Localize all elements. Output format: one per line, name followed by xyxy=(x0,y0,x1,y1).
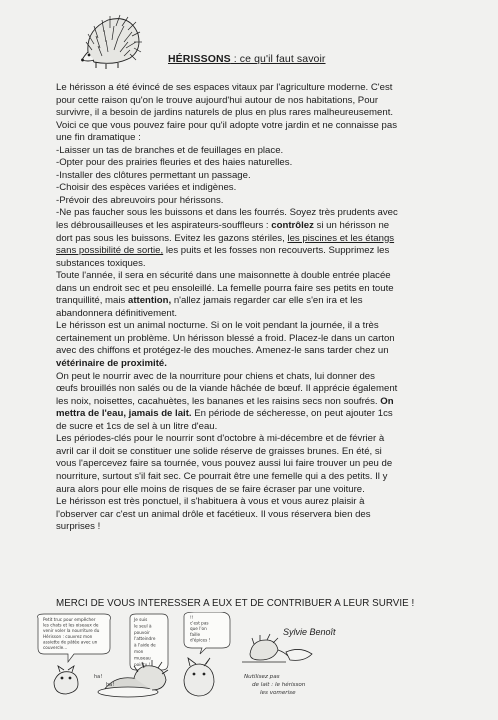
bubble-text-line: pointu ! xyxy=(134,661,151,667)
text-line xyxy=(56,270,451,283)
text-segment: -Installer des clôtures permettant un passage. xyxy=(56,169,251,181)
text-segment: les piscines et les étangs xyxy=(287,232,395,244)
bubble-text-line: venir voler la nourriture du xyxy=(43,628,100,634)
text-line xyxy=(56,521,451,534)
text-segment: sans possibilité de sortie, xyxy=(56,245,164,257)
text-line xyxy=(56,145,451,158)
text-segment: les puits et les fosses non recouverts. Supprimez les xyxy=(163,245,390,257)
text-segment: Les périodes-clés pour le nourrir sont d'octobre à mi-décembre et de février à xyxy=(56,433,385,445)
text-segment: nourriture, surtout s'il fait sec. Ce pourrait être une femelle qui a des petits. Il y xyxy=(56,470,388,482)
text-segment: survivre, il a besoin de jardins naturels de plus en plus rares malheureusement. xyxy=(56,107,394,119)
text-line xyxy=(56,396,451,409)
text-line xyxy=(56,458,451,471)
bubble-text-line: d'épices ! xyxy=(190,637,211,643)
text-segment: On xyxy=(380,395,394,407)
sketch-caption xyxy=(244,674,306,696)
text-segment: En période de sécheresse, on peut ajouter 1cs xyxy=(191,408,393,420)
text-segment: On peut le nourrir avec de la nourriture pour chiens et chats, lui donner des xyxy=(56,370,375,382)
caption-line: les vomerise xyxy=(260,690,296,696)
bubble-text-line: pouvoir xyxy=(134,629,150,635)
text-line xyxy=(56,157,451,170)
bubble-text-line: assiette de pâtée avec un xyxy=(43,639,98,645)
text-segment: contrôlez xyxy=(271,220,314,232)
text-segment: surprises ! xyxy=(56,521,101,533)
text-line xyxy=(56,308,451,321)
text-segment: Le hérisson est un animal nocturne. Si on le voit pendant la journée, il a très xyxy=(56,320,379,332)
bubble-text-line: mon xyxy=(134,649,144,654)
text-line xyxy=(56,82,451,95)
text-segment: une fin dramatique : xyxy=(56,132,141,144)
text-line xyxy=(56,509,451,522)
text-segment: vétérinaire de proximité. xyxy=(56,358,167,370)
cartoon-ha-1: ha! xyxy=(94,674,103,680)
text-line xyxy=(56,258,451,271)
cartoon-illustration xyxy=(34,612,239,704)
text-line xyxy=(56,496,451,509)
text-segment: tranquillité, mais xyxy=(56,295,128,307)
text-line xyxy=(56,283,451,296)
bubble-text-line: Je suis xyxy=(134,617,148,622)
text-segment: avril car il doit se constituer une solide réserve de graisses brunes. En été, si xyxy=(56,445,382,457)
text-line xyxy=(56,484,451,497)
caption-line: de lait : le hérisson xyxy=(252,682,306,688)
closing-line: MERCI DE VOUS INTERESSER A EUX ET DE CONTRIBUER A LEUR SURVIE ! xyxy=(56,598,415,609)
text-segment: œufs brouillés non salés ou de la viande hâchée de bœuf. Il apprécie également xyxy=(56,383,398,395)
text-segment: l'observer car c'est un animal drôle et facétieux. Il vous réservera bien des xyxy=(56,508,371,520)
hedgehog-milk-sketch xyxy=(240,632,335,720)
text-line xyxy=(56,107,451,120)
text-line xyxy=(56,383,451,396)
page-title xyxy=(168,53,326,65)
text-segment: substances toxiques. xyxy=(56,257,146,269)
cat-sketch-right xyxy=(184,664,214,696)
text-segment: n'allez jamais regarder car elle s'en ira et les xyxy=(171,295,363,307)
text-segment: de sucre et 1cs de sel à un litre d'eau. xyxy=(56,420,218,432)
text-line xyxy=(56,207,451,220)
text-segment: aura alors pour elle moins de risques de se faire écraser par une voiture. xyxy=(56,483,365,495)
text-line xyxy=(56,358,451,371)
text-segment: -Laisser un tas de branches et de feuillages en place. xyxy=(56,144,284,156)
text-line xyxy=(56,446,451,459)
text-line xyxy=(56,245,451,258)
cartoon-ha-2: ha! xyxy=(106,682,115,688)
bubble-text-line: que l'on xyxy=(190,626,207,632)
text-segment: mettra de l'eau, jamais de lait. xyxy=(56,408,192,420)
bubble-text-line: couvercle... xyxy=(43,645,68,650)
text-line xyxy=(56,295,451,308)
text-segment: -Ne pas faucher sous les buissons et dans les fourrés. Soyez très prudents avec xyxy=(56,207,398,219)
text-segment: dort pas sous les buissons. Evitez les gazons stériles, xyxy=(56,232,288,244)
text-segment: si un hérisson ne xyxy=(313,220,390,232)
text-segment: abandonnera définitivement. xyxy=(56,307,178,319)
text-line xyxy=(56,408,451,421)
text-segment: pour cette raison qu'on le trouve aujourd'hui autour de nos habitations, Pour xyxy=(56,94,379,106)
text-segment: Le hérisson est très ponctuel, il s'habituera à vous et vous aurez plaisir à xyxy=(56,496,365,508)
body-text xyxy=(56,82,451,534)
text-segment: les débrousailleuses et les aspirateurs-souffleurs : xyxy=(56,220,272,232)
text-line xyxy=(56,333,451,346)
cat-sketch-left xyxy=(54,672,78,694)
bubble-text-line: c'est pas xyxy=(190,620,209,626)
title-main: HÉRISSONS xyxy=(168,53,231,65)
bubble-text-line: le seul à xyxy=(134,623,152,629)
bubble-text-line: l'atteindre xyxy=(134,636,156,642)
text-segment: -Opter pour des prairies fleuries et des haies naturelles. xyxy=(56,157,293,169)
text-line xyxy=(56,421,451,434)
bubble-text-line: !! xyxy=(190,615,194,620)
text-line xyxy=(56,371,451,384)
text-line xyxy=(56,120,451,133)
text-line xyxy=(56,195,451,208)
text-line xyxy=(56,233,451,246)
text-segment: -Choisir des espèces variées et indigènes. xyxy=(56,182,237,194)
text-segment: Toute l'année, il sera en sécurité dans une maisonnette à double entrée placée xyxy=(56,270,391,282)
text-segment: Le hérisson a été évincé de ses espaces vitaux par l'agriculture moderne. C'est xyxy=(56,82,393,93)
text-line xyxy=(56,182,451,195)
text-segment: certainement un problème. Un hérisson blessé a froid. Placez-le dans un carton xyxy=(56,332,395,344)
text-segment: vous l'apercevez faire sa tournée, vous pouvez aussi lui faire trouver un peu de xyxy=(56,458,393,470)
text-line xyxy=(56,132,451,145)
bubble-text-line: faille xyxy=(190,631,201,637)
text-segment: -Prévoir des abreuvoirs pour hérissons. xyxy=(56,194,224,206)
text-segment: Voici ce que vous pouvez faire pour qu'il adopte votre jardin et ne connaisse pas xyxy=(56,119,398,131)
text-line xyxy=(56,95,451,108)
caption-line: Nutilisez pas xyxy=(244,674,280,680)
hedgehog-illustration xyxy=(80,12,142,70)
bubble-text-line: les chats et les oiseaux de xyxy=(43,622,99,628)
bubble-text-line: Petit truc pour empêcher xyxy=(43,617,96,622)
text-line xyxy=(56,345,451,358)
title-rest: : ce qu'il faut savoir xyxy=(230,53,326,65)
text-segment: les noix, noisettes, cacahuètes, les bananes et les raisins secs non soufrés. xyxy=(56,395,381,407)
text-line xyxy=(56,170,451,183)
signature: Sylvie Benoît xyxy=(283,627,336,637)
text-segment: attention, xyxy=(127,295,172,307)
text-segment: dans un endroit sec et peu ensoleillé. La femelle pourra faire ses petits en toute xyxy=(56,282,394,294)
bubble-text-line: Hérisson : couvrez mon xyxy=(43,633,93,639)
text-line xyxy=(56,433,451,446)
text-line xyxy=(56,220,451,233)
text-segment: avec des chiffons et protégez-le des mouches. Amenez-le sans tarder chez un xyxy=(56,345,389,357)
text-line xyxy=(56,471,451,484)
text-line xyxy=(56,320,451,333)
bubble-text-line: museau xyxy=(134,655,151,661)
bubble-text-line: à l'aide de xyxy=(134,642,156,648)
